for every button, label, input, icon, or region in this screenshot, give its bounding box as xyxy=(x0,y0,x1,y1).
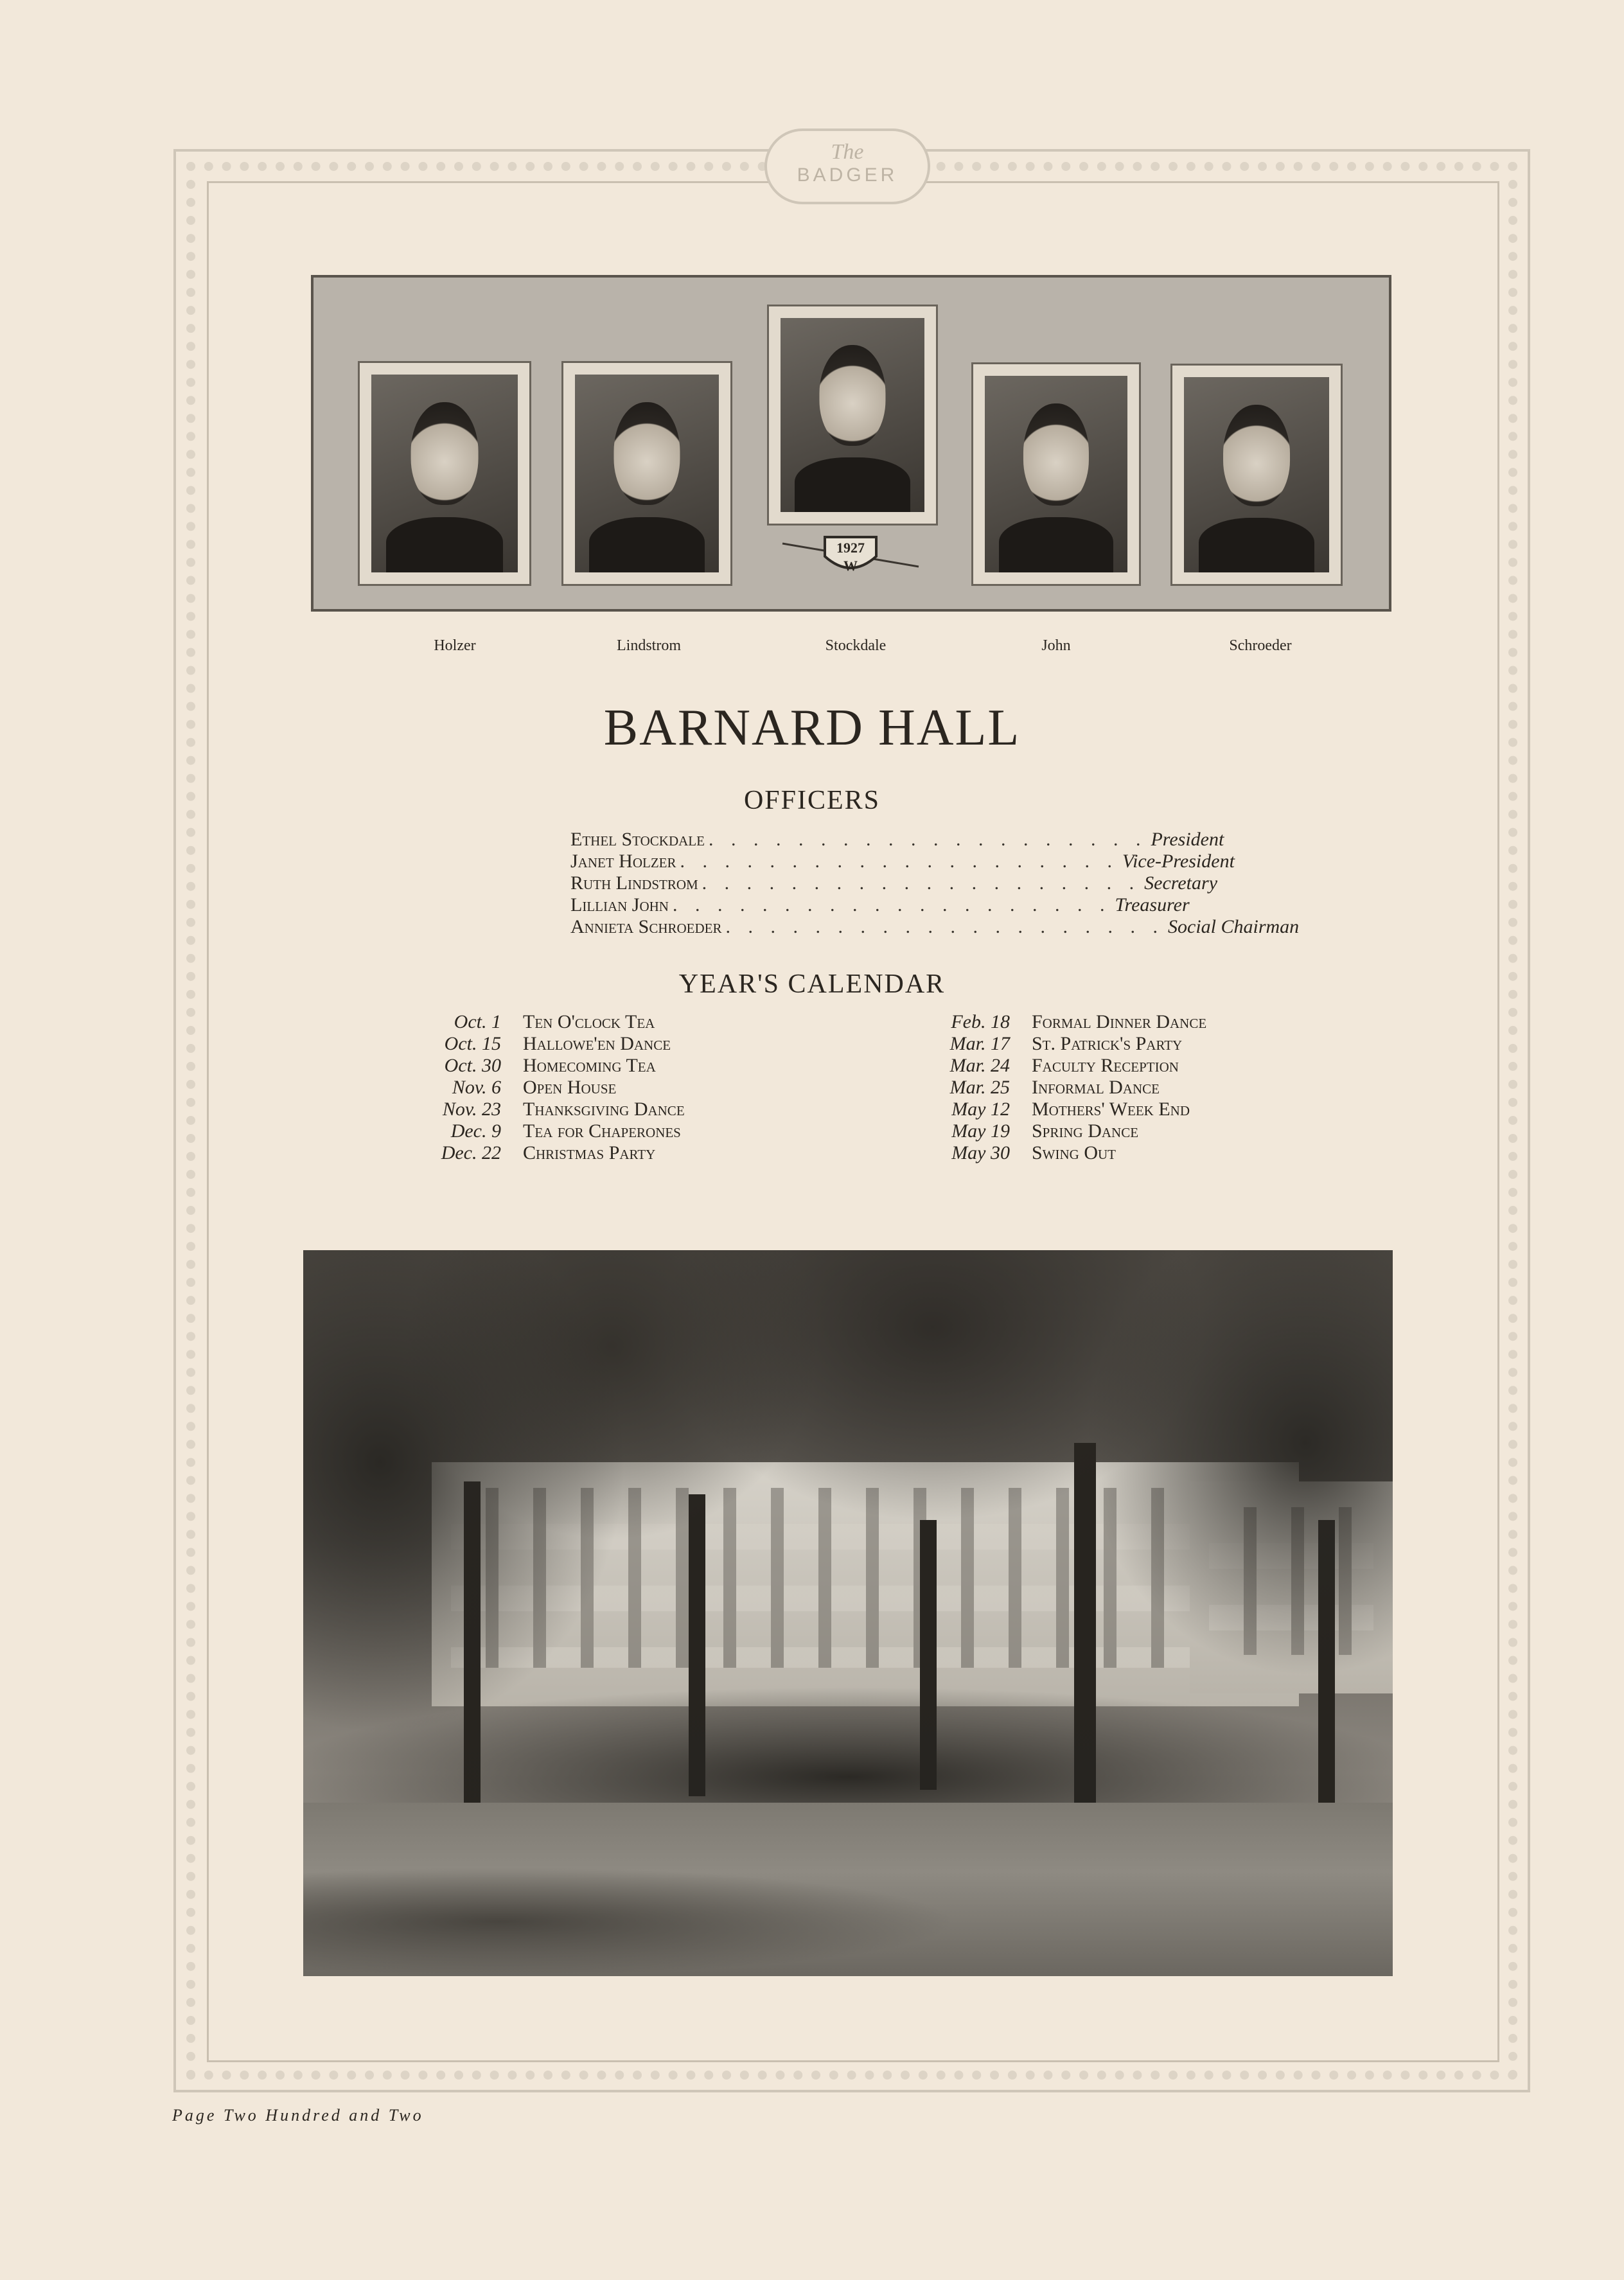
officer-title: Secretary xyxy=(1144,872,1218,894)
calendar-date: Mar. 25 xyxy=(949,1077,1010,1098)
calendar-entry xyxy=(914,1011,1299,1033)
calendar-entry xyxy=(405,1142,790,1164)
calendar-date: Oct. 1 xyxy=(454,1011,501,1032)
calendar-event: Thanksgiving Dance xyxy=(523,1099,685,1120)
calendar-entry xyxy=(405,1077,790,1099)
calendar-date: Mar. 17 xyxy=(949,1033,1010,1054)
officer-title: Social Chairman xyxy=(1168,916,1300,937)
portrait-lindstrom xyxy=(561,361,732,586)
portrait-photo xyxy=(575,375,719,572)
crest-year: 1927 xyxy=(836,540,865,556)
calendar-date: Feb. 18 xyxy=(951,1011,1010,1032)
calendar-event: Open House xyxy=(523,1077,617,1098)
calendar-entry xyxy=(405,1055,790,1077)
officers-heading: OFFICERS xyxy=(743,786,881,815)
class-crest-icon xyxy=(780,531,921,582)
leader-dots: . . . . . . . . . . . . . . . . . . . . xyxy=(702,872,1141,894)
portrait-photo xyxy=(985,376,1127,572)
leader-dots: . . . . . . . . . . . . . . . . . . . . xyxy=(680,851,1118,872)
portrait-john xyxy=(971,362,1141,586)
calendar-date: Dec. 22 xyxy=(441,1142,501,1163)
calendar-event: Swing Out xyxy=(1032,1142,1116,1163)
portrait-stockdale xyxy=(767,305,938,526)
portrait-photo xyxy=(371,375,518,572)
portrait-name-label: Holzer xyxy=(434,637,476,654)
calendar-entry xyxy=(405,1011,790,1033)
barnard-hall-photo xyxy=(303,1250,1393,1976)
officer-row xyxy=(570,894,1190,916)
calendar-date: May 19 xyxy=(951,1120,1010,1142)
officer-row xyxy=(570,916,1300,938)
calendar-entry xyxy=(914,1142,1299,1164)
calendar-date: May 30 xyxy=(951,1142,1010,1163)
badge-name: BADGER xyxy=(797,164,898,186)
officer-title: Vice-President xyxy=(1122,851,1235,872)
officer-row xyxy=(570,851,1235,872)
portrait-name-label: John xyxy=(1041,637,1071,654)
calendar-column-fall xyxy=(405,1011,790,1164)
officer-row xyxy=(570,829,1224,851)
calendar-date: Mar. 24 xyxy=(949,1055,1010,1076)
calendar-date: Nov. 6 xyxy=(452,1077,501,1098)
portrait-schroeder xyxy=(1170,364,1343,586)
leader-dots: . . . . . . . . . . . . . . . . . . . . xyxy=(708,829,1147,850)
calendar-entry xyxy=(405,1120,790,1142)
calendar-event: Tea for Chaperones xyxy=(523,1120,681,1142)
page-title: BARNARD HALL xyxy=(603,700,1021,756)
leader-dots: . . . . . . . . . . . . . . . . . . . . xyxy=(672,894,1111,915)
calendar-event: Ten O'clock Tea xyxy=(523,1011,655,1032)
calendar-entry xyxy=(914,1099,1299,1120)
officer-name: Lillian John xyxy=(570,894,669,915)
calendar-event: Mothers' Week End xyxy=(1032,1099,1190,1120)
calendar-entry xyxy=(914,1055,1299,1077)
calendar-entry xyxy=(914,1077,1299,1099)
calendar-event: Spring Dance xyxy=(1032,1120,1139,1142)
calendar-date: Oct. 15 xyxy=(444,1033,501,1054)
officer-name: Janet Holzer xyxy=(570,851,676,872)
calendar-event: Formal Dinner Dance xyxy=(1032,1011,1207,1032)
page-number-label: Page Two Hundred and Two xyxy=(172,2106,424,2125)
leader-dots: . . . . . . . . . . . . . . . . . . . . xyxy=(725,916,1164,937)
svg-text:W: W xyxy=(843,558,858,574)
calendar-entry xyxy=(914,1033,1299,1055)
portrait-name-label: Stockdale xyxy=(825,637,887,654)
portrait-photo xyxy=(1184,377,1329,572)
calendar-heading: YEAR'S CALENDAR xyxy=(678,969,946,999)
badge-the: The xyxy=(831,140,864,164)
officer-name: Ethel Stockdale xyxy=(570,829,705,850)
officer-title: President xyxy=(1151,829,1224,850)
calendar-date: Oct. 30 xyxy=(444,1055,501,1076)
portrait-name-label: Lindstrom xyxy=(617,637,681,654)
calendar-date: Dec. 9 xyxy=(450,1120,501,1142)
badger-masthead-badge xyxy=(764,128,930,204)
officer-name: Annieta Schroeder xyxy=(570,916,722,937)
calendar-event: Homecoming Tea xyxy=(523,1055,656,1076)
calendar-date: Nov. 23 xyxy=(442,1099,501,1120)
portrait-photo xyxy=(781,318,924,512)
officer-title: Treasurer xyxy=(1115,894,1190,915)
calendar-date: May 12 xyxy=(951,1099,1010,1120)
officers-list xyxy=(570,829,1300,938)
calendar-column-spring xyxy=(914,1011,1299,1164)
portrait-holzer xyxy=(358,361,531,586)
officer-row xyxy=(570,872,1218,894)
officer-name: Ruth Lindstrom xyxy=(570,872,698,894)
calendar-entry xyxy=(405,1099,790,1120)
calendar-entry xyxy=(914,1120,1299,1142)
calendar-event: Faculty Reception xyxy=(1032,1055,1179,1076)
calendar-event: Christmas Party xyxy=(523,1142,656,1163)
calendar-event: Informal Dance xyxy=(1032,1077,1160,1098)
calendar-event: Hallowe'en Dance xyxy=(523,1033,671,1054)
calendar-event: St. Patrick's Party xyxy=(1032,1033,1183,1054)
portrait-name-label: Schroeder xyxy=(1229,637,1292,654)
calendar-entry xyxy=(405,1033,790,1055)
